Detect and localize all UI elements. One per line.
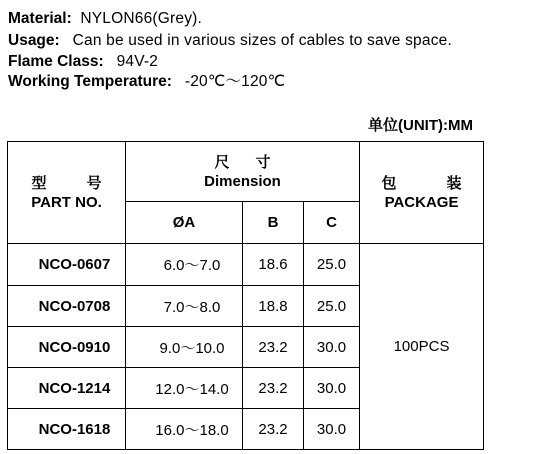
part-cn-label: 型号 (31, 174, 142, 192)
part-number: NCO-1618 (8, 409, 126, 450)
dim-c: 30.0 (304, 409, 360, 450)
dim-en-label: Dimension (204, 172, 281, 190)
package-qty: 100PCS (360, 244, 484, 450)
temp-label: Working Temperature: (8, 73, 172, 90)
dim-c: 30.0 (304, 327, 360, 368)
dim-b: 23.2 (243, 368, 304, 409)
part-en-label: PART NO. (31, 193, 102, 211)
pkg-en-label: PACKAGE (384, 193, 459, 211)
package-header (360, 142, 512, 244)
dim-b: 18.6 (243, 244, 304, 286)
part-number: NCO-0607 (8, 244, 126, 286)
material-value: NYLON66(Grey). (80, 10, 203, 27)
dim-a: 16.0～18.0 (126, 409, 243, 450)
material-label: Material: (8, 10, 72, 27)
flame-value: 94V-2 (116, 53, 159, 70)
col-a-header: ØA (126, 202, 243, 244)
pkg-cn-label: 包装 (381, 174, 512, 192)
flame-label: Flame Class: (8, 53, 104, 70)
spec-flame-class (8, 53, 158, 71)
dim-a: 7.0～8.0 (126, 286, 243, 327)
dimension-header (126, 142, 360, 202)
dim-cn-label: 尺寸 (214, 153, 297, 171)
dim-a: 6.0～7.0 (126, 244, 243, 286)
dim-c: 25.0 (304, 286, 360, 327)
dim-b: 18.8 (243, 286, 304, 327)
table-row (8, 244, 484, 286)
part-number: NCO-0910 (8, 327, 126, 368)
col-b-header: B (243, 202, 304, 244)
spec-usage (8, 32, 452, 50)
part-number: NCO-0708 (8, 286, 126, 327)
dim-a: 9.0～10.0 (126, 327, 243, 368)
part-number: NCO-1214 (8, 368, 126, 409)
part-no-header (8, 142, 142, 244)
dim-b: 23.2 (243, 409, 304, 450)
spec-material (8, 10, 202, 28)
dim-c: 25.0 (304, 244, 360, 286)
usage-label: Usage: (8, 32, 60, 49)
col-c-header: C (304, 202, 360, 244)
dimension-table (7, 141, 512, 450)
temp-value: -20℃～120℃ (184, 73, 286, 90)
unit-note: 单位(UNIT):MM (368, 117, 473, 134)
dim-b: 23.2 (243, 327, 304, 368)
dim-c: 30.0 (304, 368, 360, 409)
usage-value: Can be used in various sizes of cables to save space. (72, 32, 452, 49)
dim-a: 12.0～14.0 (126, 368, 243, 409)
spec-working-temperature (8, 73, 285, 91)
